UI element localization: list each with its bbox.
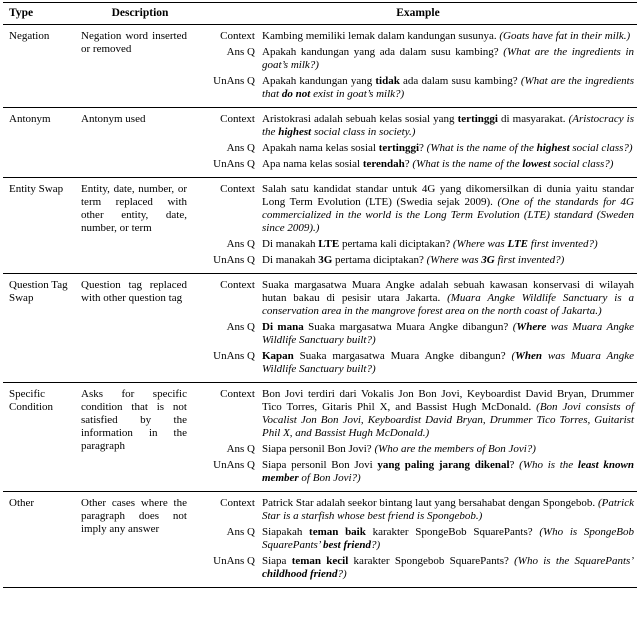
question-types-table <box>3 2 637 588</box>
type-cell: Negation <box>9 30 50 42</box>
example-list <box>199 388 637 485</box>
example-list <box>199 30 637 101</box>
example-label: Ans Q <box>226 526 255 538</box>
example-text: Kambing memiliki lemak dalam kandungan susunya. (Goats have fat in their milk.) <box>262 30 631 42</box>
example-text: Siapa personil Bon Jovi? (Who are the members of Bon Jovi?) <box>262 443 536 455</box>
example-text: Bon Jovi terdiri dari Vokalis Jon Bon Jovi, Keyboardist David Bryan, Drummer Tico Torres, Gitaris Phil X, and Bassist Hugh McDonald. (Bon Jovi consists of Vocalist Jon Bon Jovi, Keyboardist David Bryan, Drummer Tico Torres, Guitarist Phil X, and Bassist Hugh McDonald.) <box>262 388 634 439</box>
example-label: Ans Q <box>226 443 255 455</box>
type-cell: Question Tag Swap <box>9 279 68 304</box>
example-label: Ans Q <box>226 238 255 250</box>
example-text: Aristokrasi adalah sebuah kelas sosial yang tertinggi di masyarakat. (Aristocracy is the highest social class in society.) <box>262 113 634 138</box>
example-text: Siapa teman kecil karakter Spongebob SquarePants? (Who is the SquarePants’ childhood friend?) <box>262 555 634 580</box>
example-row <box>199 388 637 440</box>
example-text: Di manakah 3G pertama diciptakan? (Where was 3G first invented?) <box>262 254 565 266</box>
description-cell: Question tag replaced with other question tag <box>81 279 187 304</box>
example-label: Context <box>220 30 255 42</box>
table-row <box>3 25 637 108</box>
example-row <box>199 113 637 139</box>
example-list <box>199 497 637 581</box>
example-label: UnAns Q <box>213 254 255 266</box>
description-cell: Antonym used <box>81 113 146 125</box>
example-text: Salah satu kandidat standar untuk 4G yang dikomersilkan di dunia yaitu standar Long Term Evolution (LTE) (Swedia sejak 2009). (One of the standards for 4G commercialized in the world is the Long Term Evolution (LTE) standard (Sweden since 2009).) <box>262 183 634 234</box>
header-type: Type <box>9 7 34 19</box>
description-cell: Entity, date, number, or term replaced with other entity, date, number, or term <box>81 183 187 234</box>
example-text: Di mana Suaka margasatwa Muara Angke dibangun? (Where was Muara Angke Wildlife Sanctuary built?) <box>262 321 635 346</box>
example-row <box>199 75 637 101</box>
example-row <box>199 254 637 267</box>
example-text: Siapa personil Bon Jovi yang paling jarang dikenal? (Who is the least known member of Bon Jovi?) <box>262 459 634 484</box>
type-cell: Specific Condition <box>9 388 54 413</box>
description-cell: Other cases where the paragraph does not imply any answer <box>81 497 187 535</box>
example-row <box>199 30 637 43</box>
type-cell: Antonym <box>9 113 51 125</box>
example-row <box>199 526 637 552</box>
example-row <box>199 555 637 581</box>
example-text: Kapan Suaka margasatwa Muara Angke dibangun? (When was Muara Angke Wildlife Sanctuary built?) <box>262 350 634 375</box>
example-label: Context <box>220 279 255 291</box>
example-row <box>199 321 637 347</box>
header-example: Example <box>396 7 440 19</box>
example-text: Apa nama kelas sosial terendah? (What is the name of the lowest social class?) <box>262 158 614 170</box>
table-row <box>3 274 637 383</box>
example-row <box>199 142 637 155</box>
table-row <box>3 492 637 587</box>
table-header <box>3 3 637 25</box>
example-text: Apakah kandungan yang ada dalam susu kambing? (What are the ingredients in goat’s milk?) <box>262 46 635 71</box>
description-cell: Negation word inserted or removed <box>81 30 187 55</box>
table-row <box>3 383 637 492</box>
example-label: Context <box>220 388 255 400</box>
example-row <box>199 279 637 318</box>
description-cell: Asks for specific condition that is not satisfied by the information in the paragraph <box>81 388 187 452</box>
example-row <box>199 46 637 72</box>
example-row <box>199 497 637 523</box>
example-row <box>199 443 637 456</box>
example-text: Di manakah LTE pertama kali diciptakan? (Where was LTE first invented?) <box>262 238 598 250</box>
example-text: Patrick Star adalah seekor bintang laut yang bersahabat dengan Spongebob. (Patrick Star is a starfish whose best friend is Spongebob.) <box>262 497 634 522</box>
table-body <box>3 25 637 587</box>
example-row <box>199 158 637 171</box>
type-cell: Entity Swap <box>9 183 64 195</box>
example-label: Context <box>220 497 255 509</box>
example-list <box>199 279 637 376</box>
example-list <box>199 113 637 171</box>
example-text: Suaka margasatwa Muara Angke adalah sebuah kawasan konservasi di wilayah hutan bakau di pesisir utara Jakarta. (Muara Angke Wildlife Sanctuary is a conservation area in the mangrove forest area on the north coast of Jakarta.) <box>262 279 634 317</box>
type-cell: Other <box>9 497 35 509</box>
example-label: UnAns Q <box>213 459 255 471</box>
example-text: Apakah kandungan yang tidak ada dalam susu kambing? (What are the ingredients that do not exist in goat’s milk?) <box>262 75 634 100</box>
example-label: Ans Q <box>226 142 255 154</box>
example-label: Context <box>220 113 255 125</box>
example-label: Ans Q <box>226 321 255 333</box>
header-description: Description <box>111 7 169 19</box>
example-label: UnAns Q <box>213 555 255 567</box>
example-list <box>199 183 637 267</box>
example-label: UnAns Q <box>213 158 255 170</box>
example-text: Apakah nama kelas sosial tertinggi? (What is the name of the highest social class?) <box>262 142 633 154</box>
example-text: Siapakah teman baik karakter SpongeBob SquarePants? (Who is SpongeBob SquarePants’ best friend?) <box>262 526 634 551</box>
table-row <box>3 108 637 178</box>
example-row <box>199 183 637 235</box>
example-row <box>199 238 637 251</box>
example-label: UnAns Q <box>213 75 255 87</box>
example-row <box>199 350 637 376</box>
table-row <box>3 178 637 274</box>
example-label: Ans Q <box>226 46 255 58</box>
example-row <box>199 459 637 485</box>
example-label: Context <box>220 183 255 195</box>
example-label: UnAns Q <box>213 350 255 362</box>
